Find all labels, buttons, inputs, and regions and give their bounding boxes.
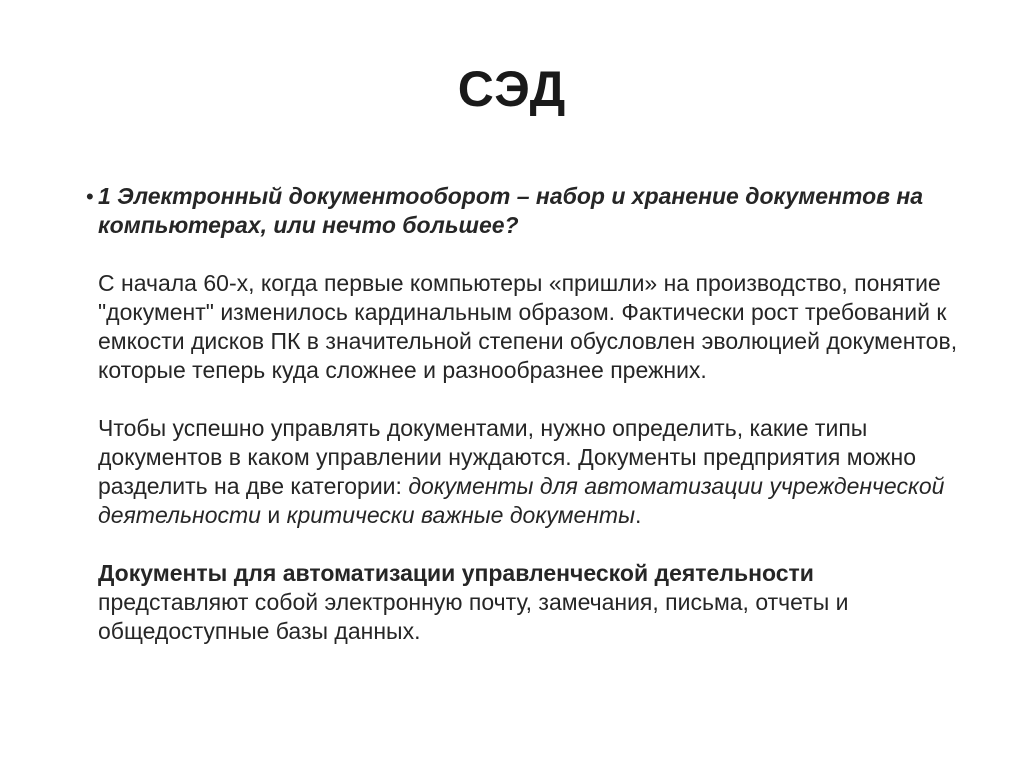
paragraph-categories-text-1: Чтобы успешно управлять документами, нужно определить, какие типы документов в каком управлении нуждаются. Документы предприятия можно разделить на две категории: <box>98 415 916 499</box>
paragraph-categories <box>98 414 966 530</box>
category-office-automation: документы для автоматизации учрежденческой деятельности <box>98 473 945 528</box>
paragraph-categories-text-3: . <box>635 502 642 528</box>
bullet-icon: • <box>86 184 94 209</box>
paragraph-management-docs <box>98 559 966 646</box>
slide-content <box>86 182 966 646</box>
slide-title: СЭД <box>457 61 567 117</box>
paragraph-history: С начала 60-х, когда первые компьютеры «пришли» на производство, понятие "документ" изменилось кардинальным образом. Фактически рост требований к емкости дисков ПК в значительной степени обусловлен эволюцией документов, которые теперь куда сложнее и разнообразнее прежних. <box>98 270 958 383</box>
management-docs-text: представляют собой электронную почту, замечания, письма, отчеты и общедоступные базы данных. <box>98 589 849 644</box>
category-critical-documents: критически важные документы <box>286 502 636 528</box>
bullet-text-block <box>98 182 966 646</box>
management-docs-heading: Документы для автоматизации управленческой деятельности <box>98 560 814 586</box>
section-heading: 1 Электронный документооборот – набор и хранение документов на компьютерах, или нечто большее? <box>98 183 924 238</box>
paragraph-categories-text-2: и <box>260 502 287 528</box>
